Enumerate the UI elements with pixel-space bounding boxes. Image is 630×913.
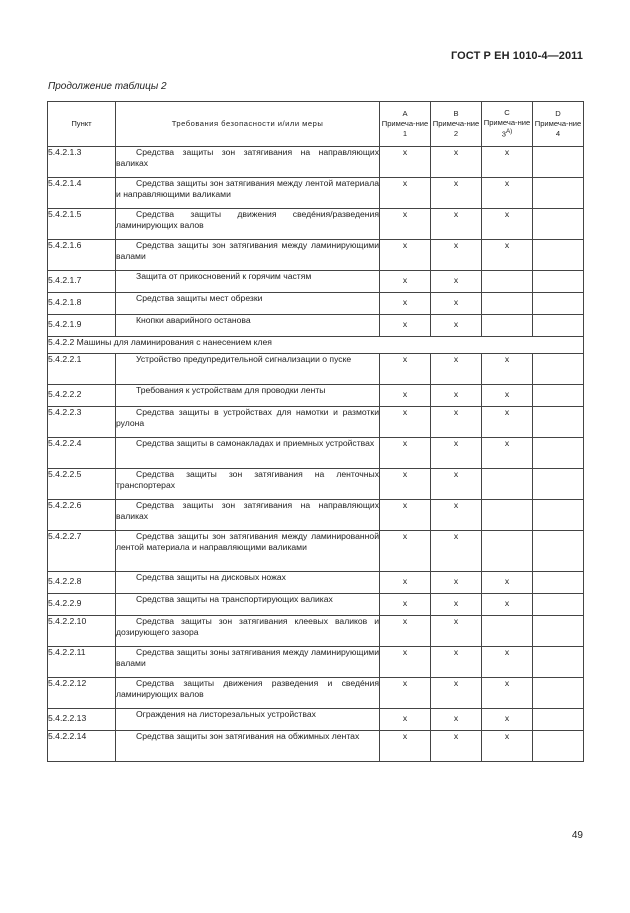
- row-mark-b: x: [431, 315, 482, 337]
- requirement-label: Средства защиты зон затягивания на обжимных лентах: [136, 731, 360, 741]
- row-mark-c: [482, 616, 533, 647]
- row-mark-a: x: [380, 407, 431, 438]
- row-mark-c: [482, 531, 533, 572]
- row-mark-b: x: [431, 178, 482, 209]
- row-requirement-text: [116, 531, 380, 572]
- row-mark-c: x: [482, 354, 533, 385]
- column-d-letter: D: [555, 109, 561, 119]
- row-item-number: 5.4.2.1.4: [48, 178, 116, 209]
- requirement-label: Ограждения на листорезальных устройствах: [136, 709, 316, 719]
- row-requirement-text: [116, 469, 380, 500]
- row-requirement-text: [116, 572, 380, 594]
- row-item-number: 5.4.2.2.7: [48, 531, 116, 572]
- row-mark-b: x: [431, 469, 482, 500]
- row-mark-b: x: [431, 271, 482, 293]
- table-row: [48, 354, 584, 385]
- row-mark-d: [533, 147, 584, 178]
- row-requirement-text: [116, 240, 380, 271]
- row-mark-a: x: [380, 709, 431, 731]
- requirement-label: Средства защиты зон затягивания между лентой материала и направляющими валиками: [116, 178, 379, 199]
- column-b-note: Примеча-ние 2: [432, 119, 480, 138]
- row-mark-a: x: [380, 209, 431, 240]
- row-mark-a: x: [380, 531, 431, 572]
- row-mark-b: x: [431, 594, 482, 616]
- row-mark-a: x: [380, 469, 431, 500]
- row-mark-b: x: [431, 407, 482, 438]
- column-header-a: [380, 102, 431, 147]
- table-row: [48, 709, 584, 731]
- row-mark-c: x: [482, 147, 533, 178]
- row-mark-b: x: [431, 385, 482, 407]
- row-item-number: 5.4.2.2.10: [48, 616, 116, 647]
- row-item-number: 5.4.2.2.3: [48, 407, 116, 438]
- row-mark-b: x: [431, 531, 482, 572]
- row-mark-c: x: [482, 385, 533, 407]
- row-mark-b: x: [431, 147, 482, 178]
- row-mark-b: x: [431, 572, 482, 594]
- table-row: [48, 407, 584, 438]
- row-item-number: 5.4.2.1.8: [48, 293, 116, 315]
- row-mark-c: x: [482, 678, 533, 709]
- row-mark-b: x: [431, 647, 482, 678]
- requirement-label: Средства защиты в самонакладах и приемных устройствах: [136, 438, 375, 448]
- column-b-letter: B: [453, 109, 459, 119]
- row-mark-d: [533, 178, 584, 209]
- row-requirement-text: [116, 709, 380, 731]
- row-mark-d: [533, 731, 584, 762]
- row-requirement-text: [116, 678, 380, 709]
- row-requirement-text: [116, 178, 380, 209]
- row-mark-d: [533, 616, 584, 647]
- row-item-number: 5.4.2.2.11: [48, 647, 116, 678]
- row-requirement-text: [116, 731, 380, 762]
- table-body: [48, 147, 584, 762]
- requirement-label: Средства защиты зоны затягивания между ламинирующими валами: [116, 647, 379, 668]
- row-requirement-text: [116, 594, 380, 616]
- row-item-number: 5.4.2.2.4: [48, 438, 116, 469]
- requirement-label: Устройство предупредительной сигнализации о пуске: [136, 354, 352, 364]
- row-mark-c: x: [482, 731, 533, 762]
- row-item-number: 5.4.2.2.5: [48, 469, 116, 500]
- requirement-label: Средства защиты зон затягивания между ламинирующими валами: [116, 240, 379, 261]
- row-mark-c: x: [482, 178, 533, 209]
- table-row: [48, 647, 584, 678]
- row-mark-b: x: [431, 731, 482, 762]
- row-requirement-text: [116, 438, 380, 469]
- row-mark-a: x: [380, 438, 431, 469]
- requirements-table: [47, 101, 584, 762]
- row-requirement-text: [116, 271, 380, 293]
- row-mark-b: x: [431, 293, 482, 315]
- table-row: [48, 271, 584, 293]
- requirement-label: Требования к устройствам для проводки ленты: [136, 385, 326, 395]
- requirement-label: Средства защиты движения сведéния/разведения ламинирующих валов: [116, 209, 379, 230]
- row-mark-d: [533, 240, 584, 271]
- page-number: 49: [571, 830, 583, 841]
- row-mark-a: x: [380, 315, 431, 337]
- row-mark-b: x: [431, 616, 482, 647]
- column-c-footnote-mark: A): [505, 128, 513, 136]
- requirement-label: Защита от прикосновений к горячим частям: [136, 271, 312, 281]
- table-row: [48, 209, 584, 240]
- row-mark-a: x: [380, 731, 431, 762]
- table-row: [48, 572, 584, 594]
- row-mark-d: [533, 271, 584, 293]
- table-continuation-caption: Продолжение таблицы 2: [48, 81, 167, 92]
- table-row: [48, 531, 584, 572]
- row-requirement-text: [116, 147, 380, 178]
- requirement-label: Средства защиты зон затягивания между ламинированной лентой материала и направляющими валиками: [116, 531, 379, 552]
- row-mark-a: x: [380, 647, 431, 678]
- requirement-label: Средства защиты в устройствах для намотки и размотки рулона: [116, 407, 379, 428]
- row-mark-d: [533, 385, 584, 407]
- table-row: [48, 616, 584, 647]
- row-requirement-text: [116, 500, 380, 531]
- table-row: [48, 500, 584, 531]
- table-row: [48, 315, 584, 337]
- row-mark-d: [533, 438, 584, 469]
- row-mark-a: x: [380, 271, 431, 293]
- row-mark-a: x: [380, 385, 431, 407]
- requirement-label: Средства защиты мест обрезки: [136, 293, 263, 303]
- row-mark-d: [533, 500, 584, 531]
- section-row: [48, 337, 584, 354]
- column-header-b: [431, 102, 482, 147]
- row-mark-b: x: [431, 240, 482, 271]
- column-c-letter: C: [504, 108, 510, 118]
- row-mark-c: [482, 500, 533, 531]
- row-requirement-text: [116, 315, 380, 337]
- requirement-label: Средства защиты зон затягивания на ленточных транспортерах: [116, 469, 379, 490]
- row-mark-b: x: [431, 209, 482, 240]
- row-mark-a: x: [380, 293, 431, 315]
- requirement-label: Средства защиты движения разведения и сведéния ламинирующих валов: [116, 678, 379, 699]
- requirement-label: Средства защиты на транспортирующих валиках: [136, 594, 333, 604]
- row-item-number: 5.4.2.2.2: [48, 385, 116, 407]
- column-header-d: [533, 102, 584, 147]
- table-row: [48, 293, 584, 315]
- row-mark-a: x: [380, 594, 431, 616]
- row-requirement-text: [116, 616, 380, 647]
- table-row: [48, 240, 584, 271]
- row-mark-c: x: [482, 647, 533, 678]
- row-item-number: 5.4.2.1.7: [48, 271, 116, 293]
- row-item-number: 5.4.2.2.6: [48, 500, 116, 531]
- row-item-number: 5.4.2.1.6: [48, 240, 116, 271]
- row-mark-b: x: [431, 678, 482, 709]
- requirement-label: Средства защиты зон затягивания на направляющих валиках: [116, 500, 379, 521]
- column-a-letter: A: [402, 109, 408, 119]
- row-item-number: 5.4.2.2.8: [48, 572, 116, 594]
- row-requirement-text: [116, 293, 380, 315]
- row-item-number: 5.4.2.2.1: [48, 354, 116, 385]
- table-row: [48, 731, 584, 762]
- row-requirement-text: [116, 209, 380, 240]
- section-title: 5.4.2.2 Машины для ламинирования с нанесением клея: [48, 337, 584, 354]
- row-mark-b: x: [431, 354, 482, 385]
- row-mark-d: [533, 354, 584, 385]
- row-mark-a: x: [380, 500, 431, 531]
- row-mark-d: [533, 531, 584, 572]
- row-mark-b: x: [431, 438, 482, 469]
- table-row: [48, 438, 584, 469]
- row-mark-a: x: [380, 147, 431, 178]
- row-mark-a: x: [380, 678, 431, 709]
- row-item-number: 5.4.2.2.13: [48, 709, 116, 731]
- row-mark-d: [533, 594, 584, 616]
- row-mark-c: x: [482, 438, 533, 469]
- table-row: [48, 469, 584, 500]
- row-mark-c: [482, 469, 533, 500]
- row-mark-d: [533, 678, 584, 709]
- row-mark-b: x: [431, 709, 482, 731]
- column-d-note: Примеча-ние 4: [534, 119, 582, 138]
- row-item-number: 5.4.2.1.9: [48, 315, 116, 337]
- row-mark-d: [533, 647, 584, 678]
- row-mark-c: x: [482, 572, 533, 594]
- column-c-note: Примеча-ние 3: [483, 118, 531, 139]
- row-mark-d: [533, 293, 584, 315]
- row-mark-c: x: [482, 407, 533, 438]
- row-mark-a: x: [380, 178, 431, 209]
- row-mark-d: [533, 209, 584, 240]
- row-requirement-text: [116, 407, 380, 438]
- row-mark-d: [533, 709, 584, 731]
- row-mark-c: [482, 293, 533, 315]
- row-mark-b: x: [431, 500, 482, 531]
- row-item-number: 5.4.2.2.12: [48, 678, 116, 709]
- table-row: [48, 594, 584, 616]
- row-mark-c: x: [482, 240, 533, 271]
- requirement-label: Средства защиты на дисковых ножах: [136, 572, 286, 582]
- column-header-c: [482, 102, 533, 147]
- row-mark-d: [533, 572, 584, 594]
- row-mark-a: x: [380, 354, 431, 385]
- row-mark-a: x: [380, 616, 431, 647]
- requirement-label: Кнопки аварийного останова: [136, 315, 251, 325]
- table-row: [48, 385, 584, 407]
- row-mark-d: [533, 407, 584, 438]
- row-item-number: 5.4.2.2.9: [48, 594, 116, 616]
- row-mark-c: x: [482, 594, 533, 616]
- requirement-label: Средства защиты зон затягивания на направляющих валиках: [116, 147, 379, 168]
- column-a-note: Примеча-ние 1: [381, 119, 429, 138]
- table-header-row: [48, 102, 584, 147]
- row-requirement-text: [116, 647, 380, 678]
- row-mark-d: [533, 469, 584, 500]
- standard-code: ГОСТ Р ЕН 1010-4—2011: [450, 50, 583, 62]
- row-item-number: 5.4.2.2.14: [48, 731, 116, 762]
- requirement-label: Средства защиты зон затягивания клеевых валиков и дозирующего зазора: [116, 616, 379, 637]
- row-item-number: 5.4.2.1.3: [48, 147, 116, 178]
- row-mark-c: x: [482, 709, 533, 731]
- column-header-requirements: Требования безопасности и/или меры: [116, 102, 380, 147]
- table-row: [48, 147, 584, 178]
- row-mark-c: [482, 315, 533, 337]
- row-mark-d: [533, 315, 584, 337]
- row-item-number: 5.4.2.1.5: [48, 209, 116, 240]
- row-requirement-text: [116, 385, 380, 407]
- table-row: [48, 178, 584, 209]
- row-mark-c: x: [482, 209, 533, 240]
- row-mark-a: x: [380, 572, 431, 594]
- column-header-item: Пункт: [48, 102, 116, 147]
- row-mark-a: x: [380, 240, 431, 271]
- row-mark-c: [482, 271, 533, 293]
- row-requirement-text: [116, 354, 380, 385]
- table-row: [48, 678, 584, 709]
